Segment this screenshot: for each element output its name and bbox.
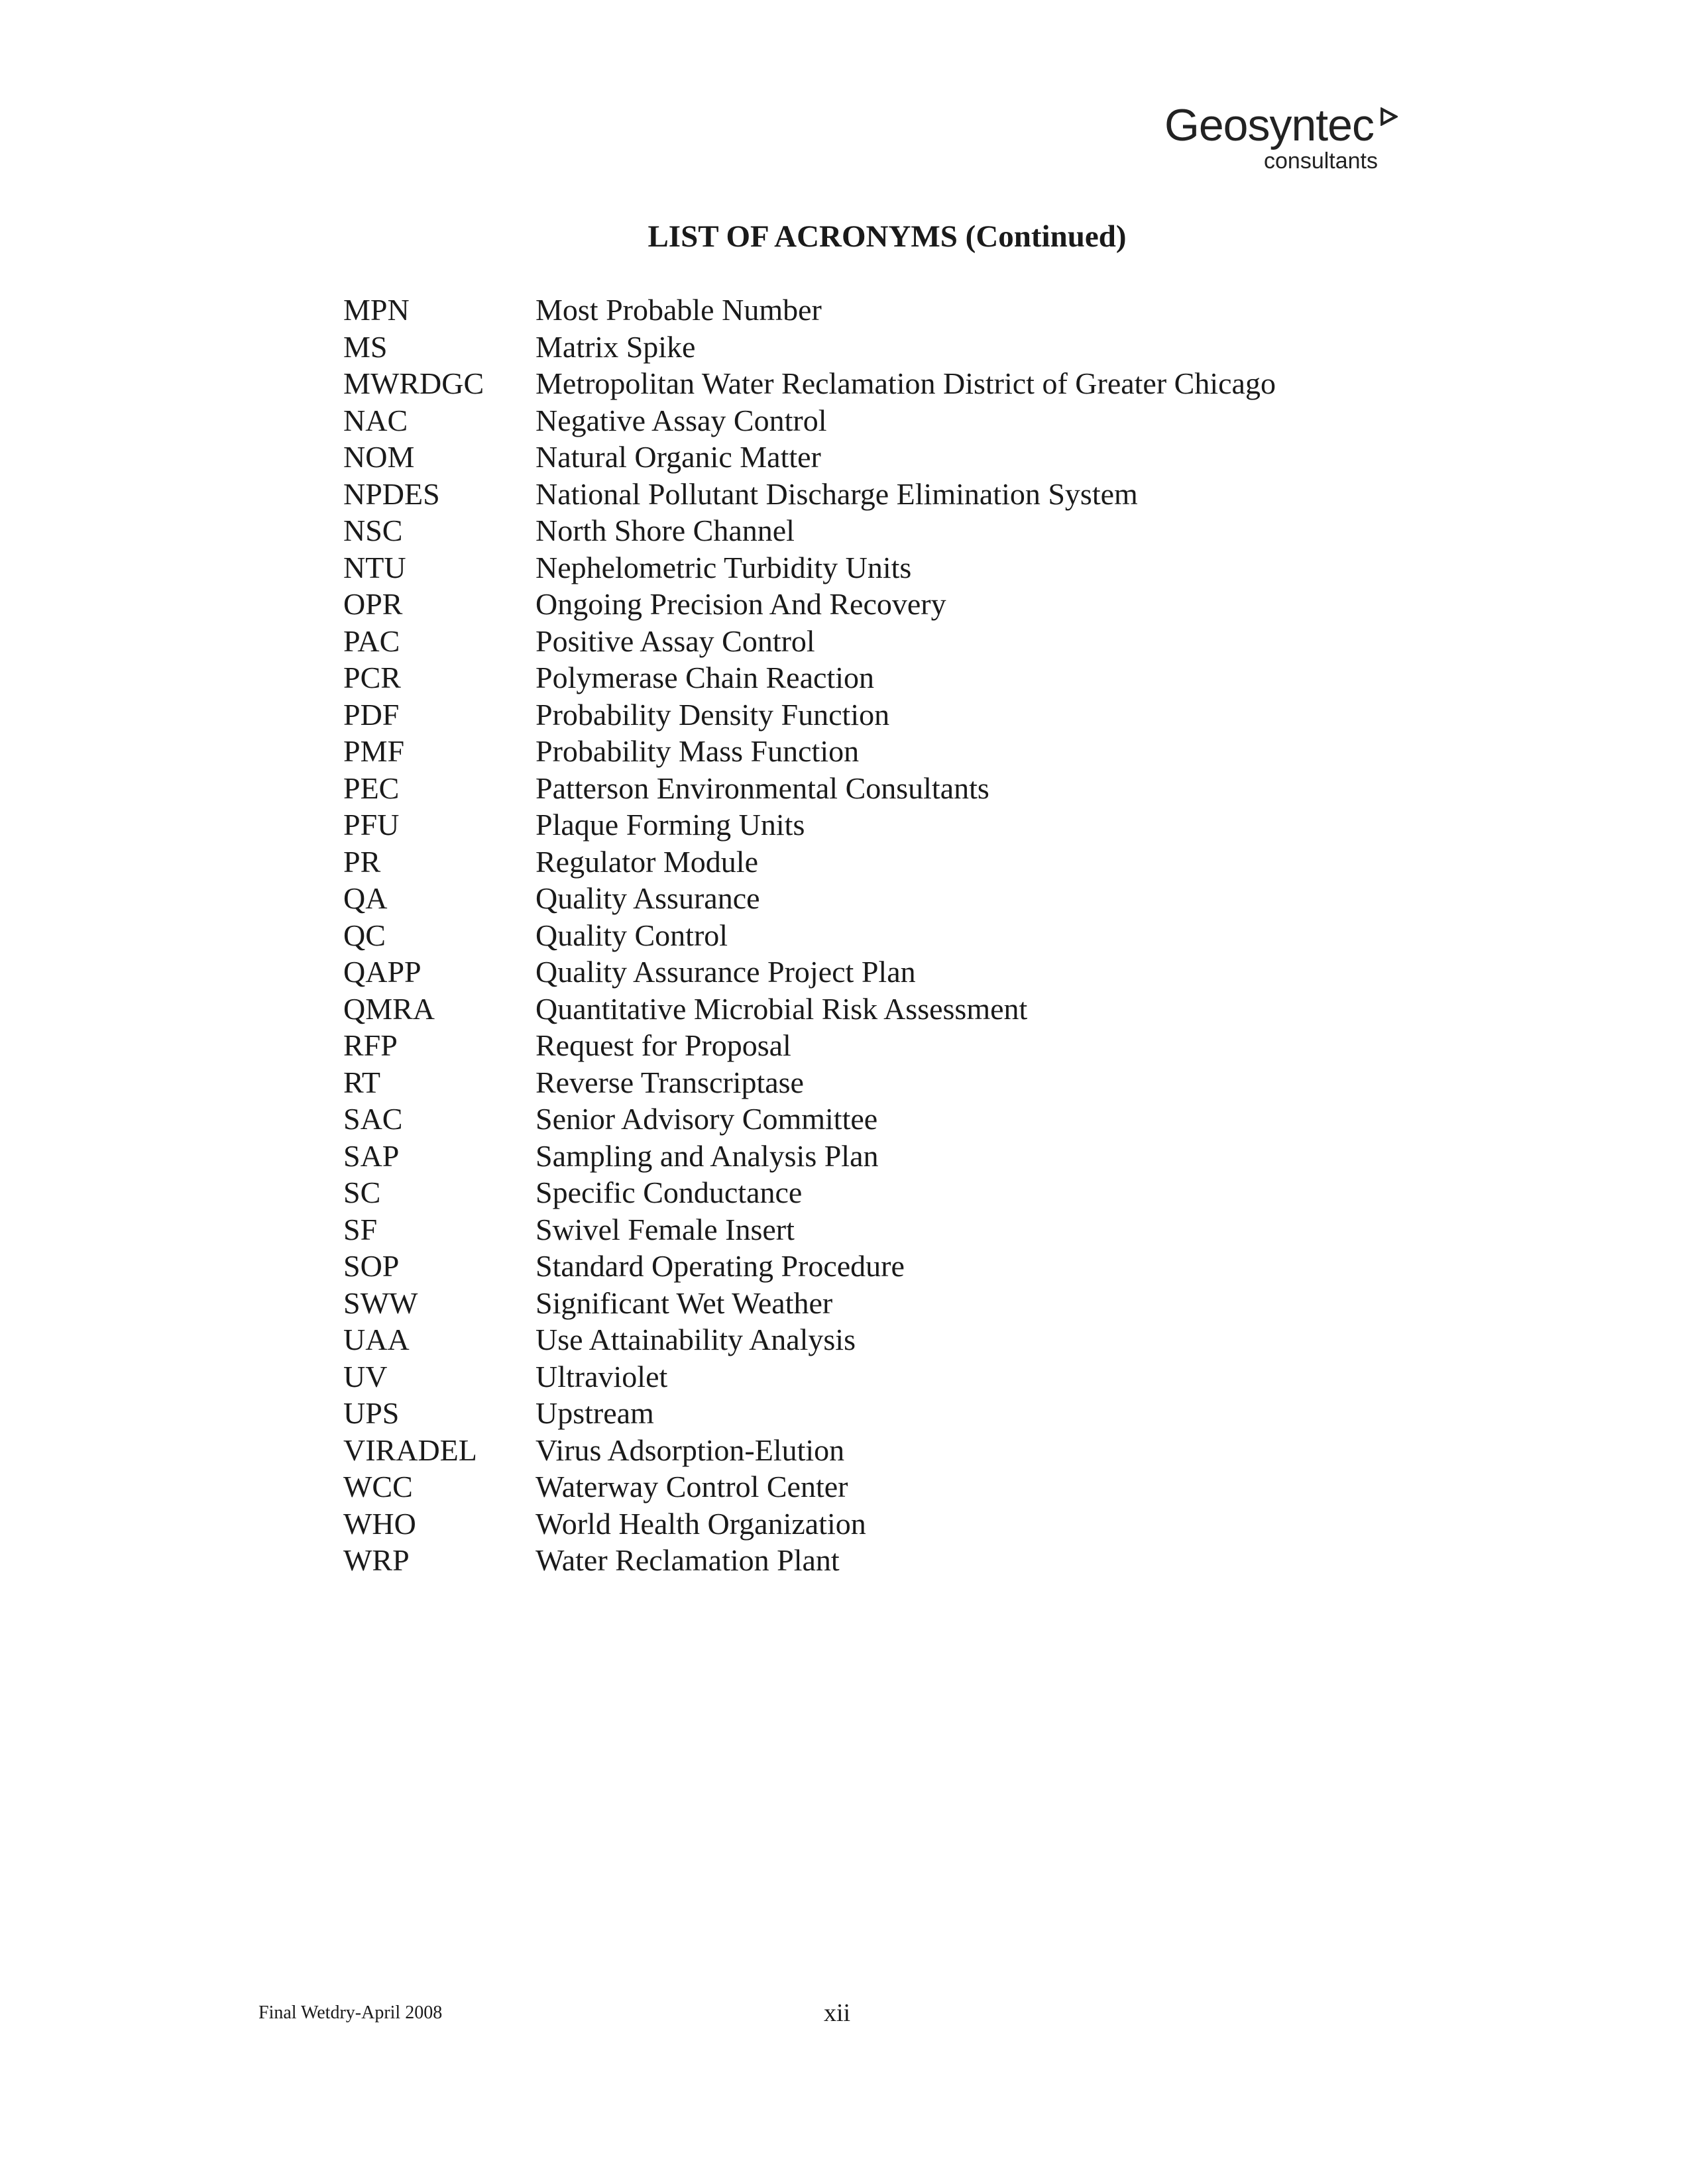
acronym-definition: North Shore Channel <box>535 514 795 547</box>
acronym-definition: Metropolitan Water Reclamation District of Greater Chicago <box>535 366 1276 400</box>
acronym-abbreviation: RFP <box>343 1028 398 1062</box>
page-title: LIST OF ACRONYMS (Continued) <box>647 219 1127 254</box>
acronym-row <box>343 586 1276 623</box>
acronym-abbreviation: SWW <box>343 1285 418 1320</box>
acronym-row <box>343 439 1276 476</box>
acronym-row <box>343 329 1276 366</box>
company-logo <box>1164 99 1398 174</box>
acronym-definition: Matrix Spike <box>535 329 696 364</box>
acronym-abbreviation: SAP <box>343 1138 400 1173</box>
acronym-row <box>343 991 1276 1028</box>
acronym-abbreviation: WRP <box>343 1543 410 1577</box>
acronym-row <box>343 1285 1276 1322</box>
acronym-definition: Ultraviolet <box>535 1359 668 1393</box>
acronym-definition: Waterway Control Center <box>535 1470 848 1503</box>
acronym-abbreviation: SF <box>343 1212 378 1246</box>
acronym-abbreviation: WCC <box>343 1470 413 1503</box>
acronym-row <box>343 1174 1276 1211</box>
acronym-definition: World Health Organization <box>535 1506 866 1541</box>
acronym-row <box>343 1432 1276 1469</box>
acronym-row <box>343 696 1276 734</box>
acronym-row <box>343 402 1276 439</box>
acronym-definition: Standard Operating Procedure <box>535 1249 905 1283</box>
acronym-abbreviation: MS <box>343 329 388 364</box>
acronym-row <box>343 844 1276 881</box>
acronym-definition: Plaque Forming Units <box>535 808 805 842</box>
acronym-definition: Regulator Module <box>535 844 758 879</box>
acronym-row <box>343 954 1276 991</box>
acronym-abbreviation: UV <box>343 1359 388 1393</box>
logo-triangle-icon <box>1379 107 1398 126</box>
acronym-definition: Water Reclamation Plant <box>535 1543 840 1577</box>
acronym-row <box>343 1138 1276 1175</box>
acronym-row <box>343 623 1276 660</box>
acronym-definition: Most Probable Number <box>535 293 822 327</box>
acronym-definition: Virus Adsorption-Elution <box>535 1433 845 1467</box>
acronym-abbreviation: QAPP <box>343 955 422 989</box>
acronym-abbreviation: NSC <box>343 514 403 547</box>
acronym-abbreviation: PR <box>343 844 381 879</box>
footer-document-id: Final Wetdry-April 2008 <box>258 2002 443 2023</box>
acronym-abbreviation: PCR <box>343 661 401 694</box>
footer-page-number: xii <box>824 1999 851 2027</box>
acronym-definition: Probability Density Function <box>535 697 890 732</box>
acronym-row <box>343 476 1276 513</box>
acronym-abbreviation: WHO <box>343 1506 416 1541</box>
acronym-abbreviation: NOM <box>343 440 415 474</box>
acronym-row <box>343 1358 1276 1395</box>
acronym-definition: Upstream <box>535 1396 654 1430</box>
acronym-row <box>343 1395 1276 1432</box>
acronym-definition: Quality Assurance Project Plan <box>535 955 916 989</box>
acronym-definition: Natural Organic Matter <box>535 440 821 474</box>
acronym-abbreviation: QA <box>343 881 388 915</box>
acronym-abbreviation: MPN <box>343 293 410 327</box>
acronym-abbreviation: PMF <box>343 734 405 768</box>
acronym-row <box>343 733 1276 770</box>
acronym-abbreviation: MWRDGC <box>343 366 484 400</box>
acronym-definition: Reverse Transcriptase <box>535 1065 804 1099</box>
acronym-abbreviation: SC <box>343 1175 381 1209</box>
acronym-abbreviation: NTU <box>343 550 406 584</box>
acronym-definition: Quality Assurance <box>535 881 760 915</box>
acronym-row <box>343 1211 1276 1248</box>
acronym-definition: Quality Control <box>535 918 728 952</box>
acronym-definition: Swivel Female Insert <box>535 1212 795 1246</box>
acronym-row <box>343 1321 1276 1358</box>
acronym-row <box>343 917 1276 954</box>
acronym-row <box>343 1027 1276 1064</box>
logo-subtitle: consultants <box>1264 148 1378 174</box>
acronym-definition: Positive Assay Control <box>535 624 815 658</box>
acronym-abbreviation: PAC <box>343 624 400 658</box>
acronym-abbreviation: QC <box>343 918 386 952</box>
acronym-row <box>343 770 1276 807</box>
acronym-abbreviation: QMRA <box>343 991 435 1026</box>
acronym-row <box>343 1101 1276 1138</box>
acronym-definition: Patterson Environmental Consultants <box>535 771 989 805</box>
acronym-row <box>343 1542 1276 1579</box>
acronym-row <box>343 880 1276 917</box>
acronym-definition: National Pollutant Discharge Elimination System <box>535 476 1138 511</box>
acronym-row <box>343 1505 1276 1543</box>
acronym-definition: Ongoing Precision And Recovery <box>535 587 946 621</box>
acronym-abbreviation: OPR <box>343 587 403 621</box>
acronym-abbreviation: SAC <box>343 1102 403 1136</box>
acronym-definition: Specific Conductance <box>535 1175 803 1209</box>
acronym-definition: Use Attainability Analysis <box>535 1323 856 1356</box>
acronym-row <box>343 549 1276 586</box>
acronym-definition: Significant Wet Weather <box>535 1285 833 1320</box>
acronym-row <box>343 806 1276 844</box>
acronym-definition: Quantitative Microbial Risk Assessment <box>535 991 1028 1026</box>
logo-name: Geosyntec <box>1164 100 1374 150</box>
acronym-abbreviation: RT <box>343 1065 381 1099</box>
acronym-abbreviation: VIRADEL <box>343 1433 477 1467</box>
acronym-abbreviation: SOP <box>343 1249 400 1283</box>
acronym-definition: Negative Assay Control <box>535 403 827 437</box>
acronym-row <box>343 1468 1276 1505</box>
acronym-definition: Request for Proposal <box>535 1028 791 1062</box>
acronym-row <box>343 1248 1276 1285</box>
acronym-abbreviation: NPDES <box>343 476 440 511</box>
acronym-definition: Senior Advisory Committee <box>535 1102 878 1136</box>
acronym-definition: Nephelometric Turbidity Units <box>535 550 912 584</box>
acronym-definition: Sampling and Analysis Plan <box>535 1138 879 1173</box>
acronym-list <box>343 292 1276 1579</box>
logo-wordmark <box>1164 99 1398 151</box>
acronym-abbreviation: PEC <box>343 771 400 805</box>
acronym-abbreviation: PDF <box>343 697 400 732</box>
acronym-abbreviation: UAA <box>343 1323 410 1356</box>
acronym-row <box>343 659 1276 696</box>
acronym-row <box>343 365 1276 402</box>
acronym-abbreviation: UPS <box>343 1396 400 1430</box>
acronym-row <box>343 292 1276 329</box>
acronym-definition: Probability Mass Function <box>535 734 860 768</box>
acronym-row <box>343 1064 1276 1101</box>
acronym-row <box>343 512 1276 549</box>
acronym-abbreviation: NAC <box>343 403 408 437</box>
acronym-abbreviation: PFU <box>343 808 400 842</box>
acronym-definition: Polymerase Chain Reaction <box>535 661 874 694</box>
